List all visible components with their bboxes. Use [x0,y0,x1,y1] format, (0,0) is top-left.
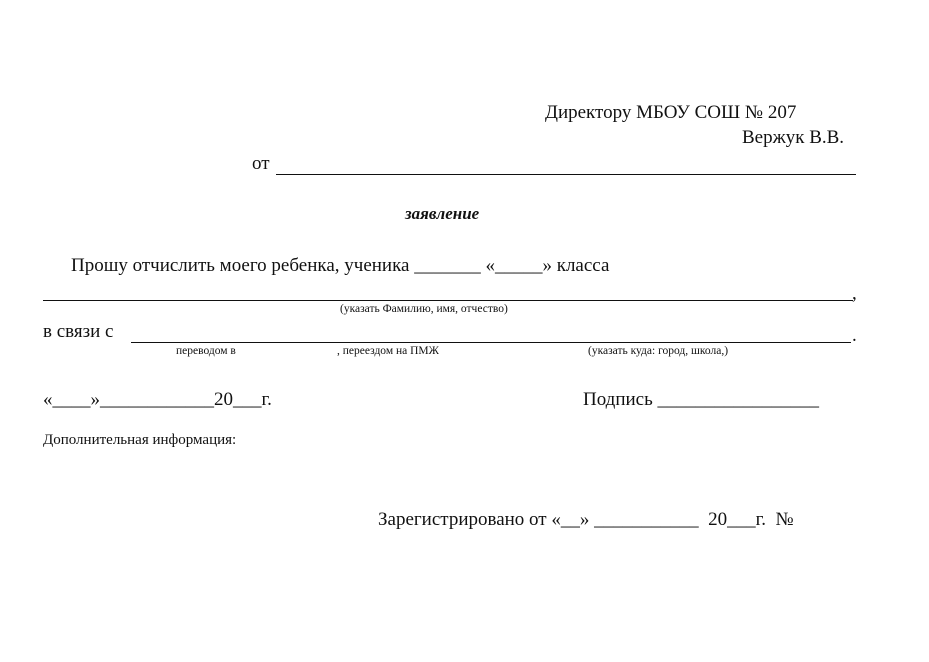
addressee-line-2: Вержук В.В. [742,127,845,148]
registration-line: Зарегистрировано от «__» ___________ 20___г. № [378,509,794,530]
date-line: «____»____________20___г. [43,389,272,410]
additional-info-label: Дополнительная информация: [43,432,237,448]
reason-line-period: . [852,325,857,346]
name-line-comma: , [852,283,857,304]
reason-hint-destination: (указать куда: город, школа,) [588,345,729,357]
reason-hint-relocation: , переездом на ПМЖ [337,345,439,357]
reason-label: в связи с [43,321,114,342]
reason-underline [131,342,851,343]
from-label: от [252,153,270,174]
reason-hint-transfer: переводом в [176,345,236,357]
document-title: заявление [405,204,480,223]
request-line: Прошу отчислить моего ребенка, ученика _______ «_____» класса [71,255,610,276]
addressee-line-1: Директору МБОУ СОШ № 207 [545,102,797,123]
from-underline [276,174,856,175]
name-hint: (указать Фамилию, имя, отчество) [340,303,508,315]
signature-line: Подпись _________________ [583,389,820,410]
student-name-underline [43,300,853,301]
